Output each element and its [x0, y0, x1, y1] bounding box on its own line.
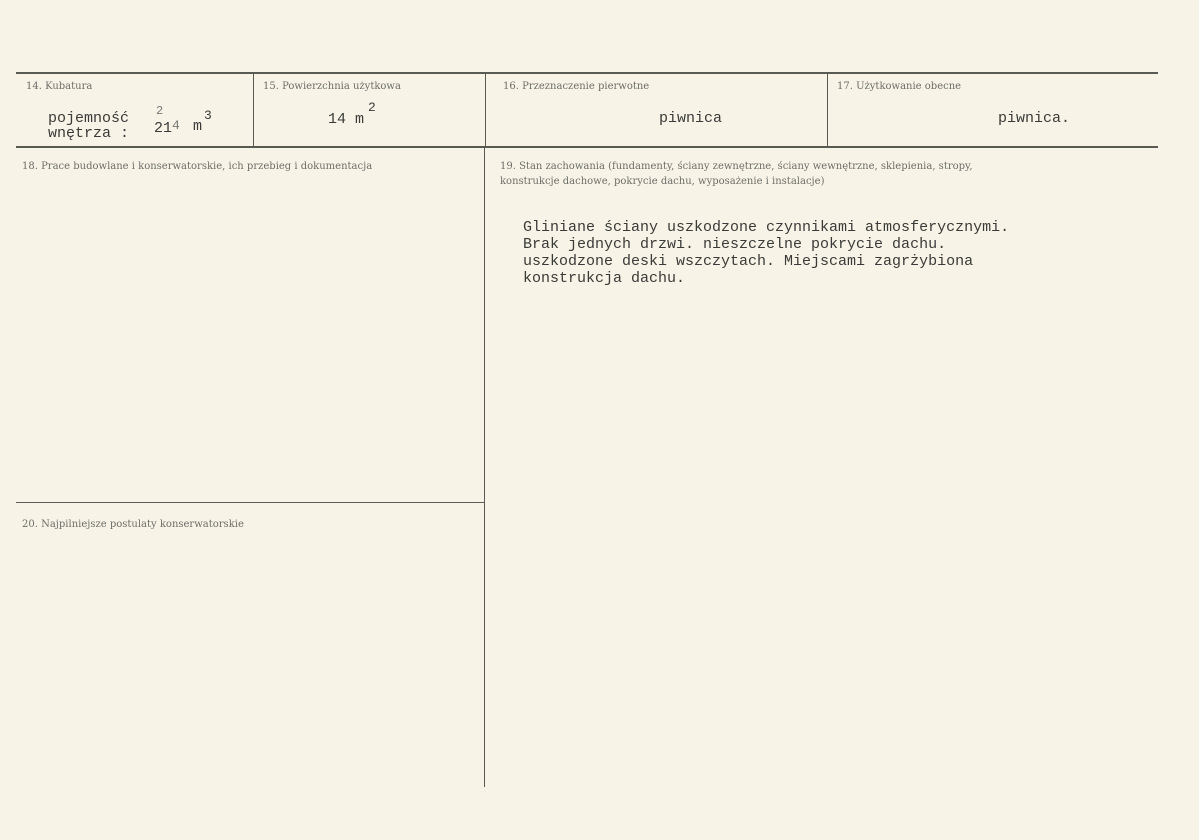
przeznaczenie-label: 16. Przeznaczenie pierwotne	[503, 81, 650, 92]
stan-zachowania-line: Gliniane ściany uszkodzone czynnikami atmosferycznymi.	[523, 219, 1010, 236]
stan-zachowania-text	[523, 219, 1009, 287]
kubatura-label: 14. Kubatura	[26, 81, 93, 92]
top-rule	[16, 72, 1158, 74]
uzytkowanie-label: 17. Użytkowanie obecne	[837, 81, 962, 92]
postulaty-label: 20. Najpilniejsze postulaty konserwatorskie	[22, 519, 244, 530]
col-divider-1	[253, 73, 254, 147]
col-divider-2	[485, 73, 486, 147]
kubatura-handwritten-over: 2	[156, 104, 164, 118]
kubatura-word-pojemnosc: pojemność	[48, 110, 130, 127]
kubatura-handwritten-digit: 4	[172, 118, 180, 133]
prace-budowlane-label: 18. Prace budowlane i konserwatorskie, ich przebieg i dokumentacja	[22, 161, 373, 172]
kubatura-word-wnetrza: wnętrza :	[48, 125, 130, 142]
kubatura-unit: m	[193, 118, 203, 135]
stan-zachowania-line: konstrukcja dachu.	[523, 270, 686, 287]
row1-bottom-rule	[16, 146, 1158, 148]
stan-zachowania-line: uszkodzone deski wszczytach. Miejscami zagrżybiona	[523, 253, 974, 270]
stan-zachowania-line: Brak jednych drzwi. nieszczelne pokrycie dachu.	[523, 236, 947, 253]
powierzchnia-value: 14 m	[328, 111, 365, 128]
powierzchnia-label: 15. Powierzchnia użytkowa	[263, 81, 401, 92]
stan-zachowania-label-line2: konstrukcje dachowe, pokrycie dachu, wyposażenie i instalacje)	[500, 176, 825, 187]
uzytkowanie-value: piwnica.	[998, 110, 1071, 127]
main-divider	[484, 147, 485, 787]
section18-bottom-rule	[16, 502, 484, 503]
col-divider-3	[827, 73, 828, 147]
stan-zachowania-label-line1: 19. Stan zachowania (fundamenty, ściany zewnętrzne, ściany wewnętrzne, sklepienia, stropy,	[500, 161, 973, 172]
przeznaczenie-value: piwnica	[659, 110, 723, 127]
kubatura-value: 21	[154, 120, 173, 137]
kubatura-unit-exponent: 3	[204, 108, 212, 123]
powierzchnia-unit-exponent: 2	[368, 100, 376, 115]
